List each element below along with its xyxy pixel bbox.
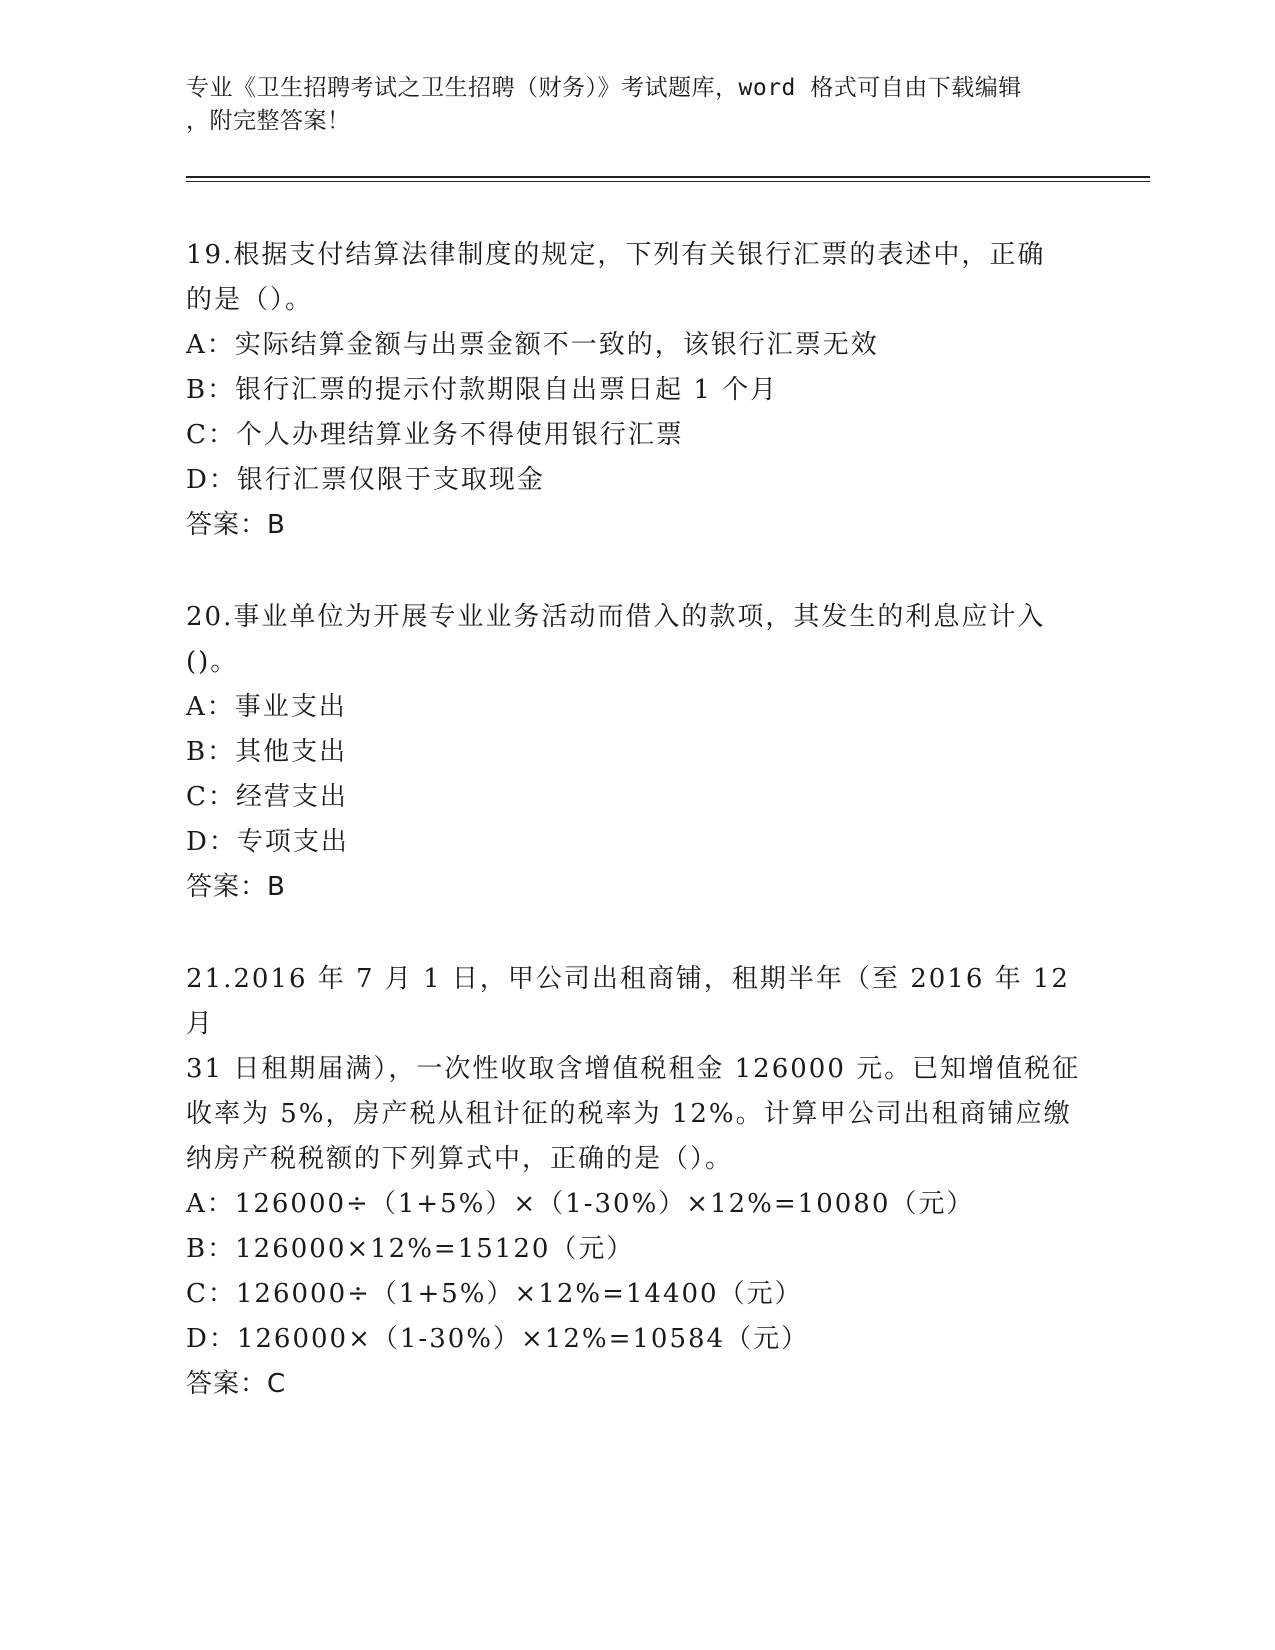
question-stem-line: 的是（）。 (186, 285, 314, 315)
question-stem-line: 31 日租期届满），一次性收取含增值税租金 126000 元。已知增值税征 (186, 1054, 1081, 1084)
option-c: C：经营支出 (186, 782, 348, 812)
option-c: C：126000÷（1+5%）×12%=14400（元） (186, 1279, 803, 1309)
header-divider-thick (186, 176, 1150, 178)
question-stem-line: 收率为 5%，房产税从租计征的税率为 12%。计算甲公司出租商铺应缴 (186, 1099, 1072, 1129)
option-a: A：实际结算金额与出票金额不一致的，该银行汇票无效 (186, 330, 879, 360)
question-stem-line: 19.根据支付结算法律制度的规定，下列有关银行汇票的表述中，正确 (186, 240, 1046, 270)
header-divider-thin (186, 181, 1150, 182)
option-c: C：个人办理结算业务不得使用银行汇票 (186, 420, 684, 450)
header-line-2: ，附完整答案！ (186, 108, 351, 134)
question-stem-line: 21.2016 年 7 月 1 日，甲公司出租商铺，租期半年（至 2016 年 12 月 (186, 964, 1070, 1039)
question-stem-line: ()。 (186, 647, 239, 677)
header-line-1: 专业《卫生招聘考试之卫生招聘（财务）》考试题库，word 格式可自由下载编辑 (186, 75, 1022, 101)
option-b: B：126000×12%=15120（元） (186, 1234, 635, 1264)
option-a: A：126000÷（1+5%）×（1-30%）×12%=10080（元） (186, 1189, 975, 1219)
question-20 (186, 595, 1086, 910)
option-b: B：银行汇票的提示付款期限自出票日起 1 个月 (186, 375, 779, 405)
question-21 (186, 957, 1086, 1407)
option-d: D：126000×（1-30%）×12%=10584（元） (186, 1324, 810, 1354)
document-header (186, 72, 1066, 138)
option-a: A：事业支出 (186, 692, 347, 722)
answer-line: 答案：B (186, 510, 286, 540)
option-d: D：银行汇票仅限于支取现金 (186, 465, 545, 495)
answer-line: 答案：C (186, 1369, 287, 1399)
option-b: B：其他支出 (186, 737, 348, 767)
answer-line: 答案：B (186, 872, 286, 902)
question-stem-line: 20.事业单位为开展专业业务活动而借入的款项，其发生的利息应计入 (186, 602, 1046, 632)
option-d: D：专项支出 (186, 827, 349, 857)
question-19 (186, 233, 1086, 548)
question-stem-line: 纳房产税税额的下列算式中，正确的是（）。 (186, 1144, 734, 1174)
